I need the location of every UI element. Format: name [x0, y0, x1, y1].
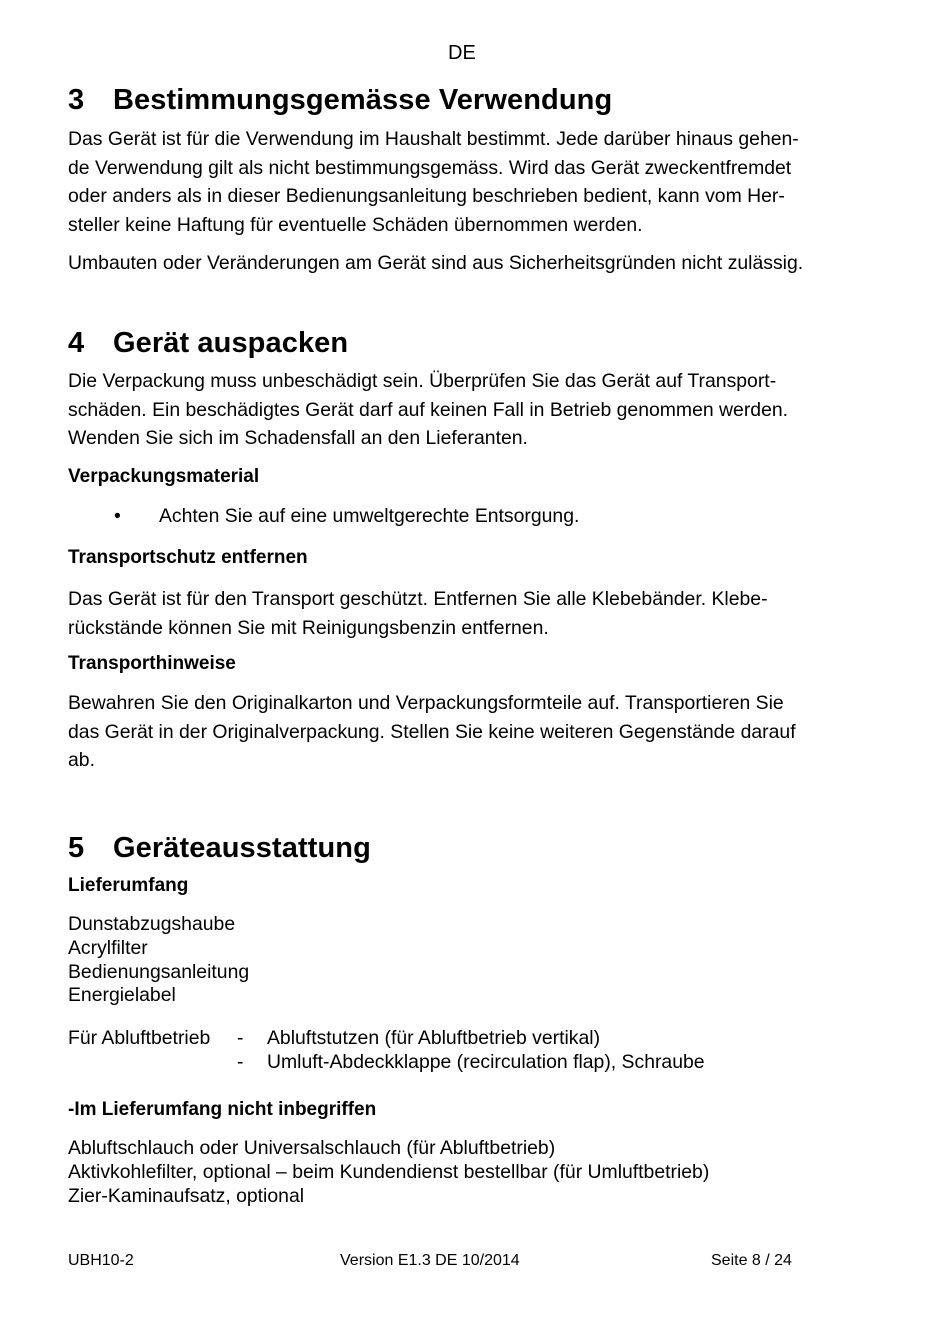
- transport-notes-text: [68, 689, 868, 775]
- section-3-paragraph-2: Umbauten oder Veränderungen am Gerät sind aus Sicherheitsgründen nicht zulässig.: [68, 252, 804, 274]
- bullet-icon: •: [114, 505, 121, 527]
- header-language: DE: [448, 42, 476, 64]
- list-item: Zier-Kaminaufsatz, optional: [68, 1184, 305, 1207]
- text-line: oder anders als in dieser Bedienungsanleitung beschrieben bedient, kann vom Her-: [68, 185, 785, 208]
- text-line: Die Verpackung muss unbeschädigt sein. Überprüfen Sie das Gerät auf Transport-: [68, 370, 777, 392]
- list-item: Aktivkohlefilter, optional – beim Kundendienst bestellbar (für Umluftbetrieb): [68, 1160, 710, 1183]
- section-number: 5: [68, 832, 85, 864]
- scope-of-delivery-heading: Lieferumfang: [68, 875, 189, 896]
- transport-protection-text: [68, 585, 868, 642]
- section-4-paragraph-1: [68, 367, 868, 453]
- text-line: Das Gerät ist für den Transport geschützt. Entfernen Sie alle Klebebänder. Klebe-: [68, 588, 768, 610]
- section-title: Geräteausstattung: [113, 832, 371, 864]
- list-item: Acrylfilter: [68, 936, 148, 959]
- exhaust-item: Abluftstutzen (für Abluftbetrieb vertikal): [267, 1027, 601, 1049]
- scope-of-delivery-list: [68, 913, 249, 1008]
- text-line: Bewahren Sie den Originalkarton und Verpackungsformteile auf. Transportieren Sie: [68, 692, 784, 714]
- list-item: Dunstabzugshaube: [68, 913, 236, 935]
- text-line: das Gerät in der Originalverpackung. Stellen Sie keine weiteren Gegenstände darauf: [68, 720, 796, 743]
- transport-protection-heading: Transportschutz entfernen: [68, 547, 308, 568]
- not-included-list: [68, 1137, 709, 1208]
- text-line: Wenden Sie sich im Schadensfall an den Lieferanten.: [68, 427, 528, 450]
- footer-version: Version E1.3 DE 10/2014: [340, 1252, 520, 1269]
- dash: -: [237, 1050, 244, 1073]
- section-number: 4: [68, 327, 85, 359]
- exhaust-label: Für Abluftbetrieb: [68, 1027, 211, 1049]
- list-item: Abluftschlauch oder Universalschlauch (für Abluftbetrieb): [68, 1137, 556, 1159]
- dash: -: [237, 1027, 244, 1049]
- text-line: rückstände können Sie mit Reinigungsbenzin entfernen.: [68, 616, 549, 639]
- footer-model: UBH10-2: [68, 1252, 134, 1269]
- text-line: de Verwendung gilt als nicht bestimmungsgemäss. Wird das Gerät zweckentfremdet: [68, 156, 792, 179]
- list-item: Energielabel: [68, 984, 176, 1007]
- section-title: Gerät auspacken: [113, 327, 349, 359]
- bullet-text: Achten Sie auf eine umweltgerechte Entsorgung.: [159, 505, 580, 527]
- section-3-paragraph-1: [68, 125, 868, 239]
- not-included-heading: -Im Lieferumfang nicht inbegriffen: [68, 1099, 377, 1120]
- list-item: Bedienungsanleitung: [68, 960, 250, 983]
- footer-page-number: Seite 8 / 24: [711, 1252, 792, 1269]
- text-line: steller keine Haftung für eventuelle Schäden übernommen werden.: [68, 213, 643, 236]
- section-3-heading: [68, 84, 612, 117]
- text-line: ab.: [68, 749, 95, 772]
- section-5-heading: [68, 832, 371, 865]
- text-line: schäden. Ein beschädigtes Gerät darf auf keinen Fall in Betrieb genommen werden.: [68, 398, 789, 421]
- exhaust-item: Umluft-Abdeckklappe (recirculation flap), Schraube: [267, 1050, 705, 1073]
- section-4-heading: [68, 327, 348, 360]
- packaging-heading: Verpackungsmaterial: [68, 466, 260, 487]
- section-number: 3: [68, 84, 85, 116]
- section-title: Bestimmungsgemässe Verwendung: [113, 84, 613, 116]
- transport-notes-heading: Transporthinweise: [68, 653, 236, 674]
- text-line: Das Gerät ist für die Verwendung im Haushalt bestimmt. Jede darüber hinaus gehen-: [68, 128, 799, 150]
